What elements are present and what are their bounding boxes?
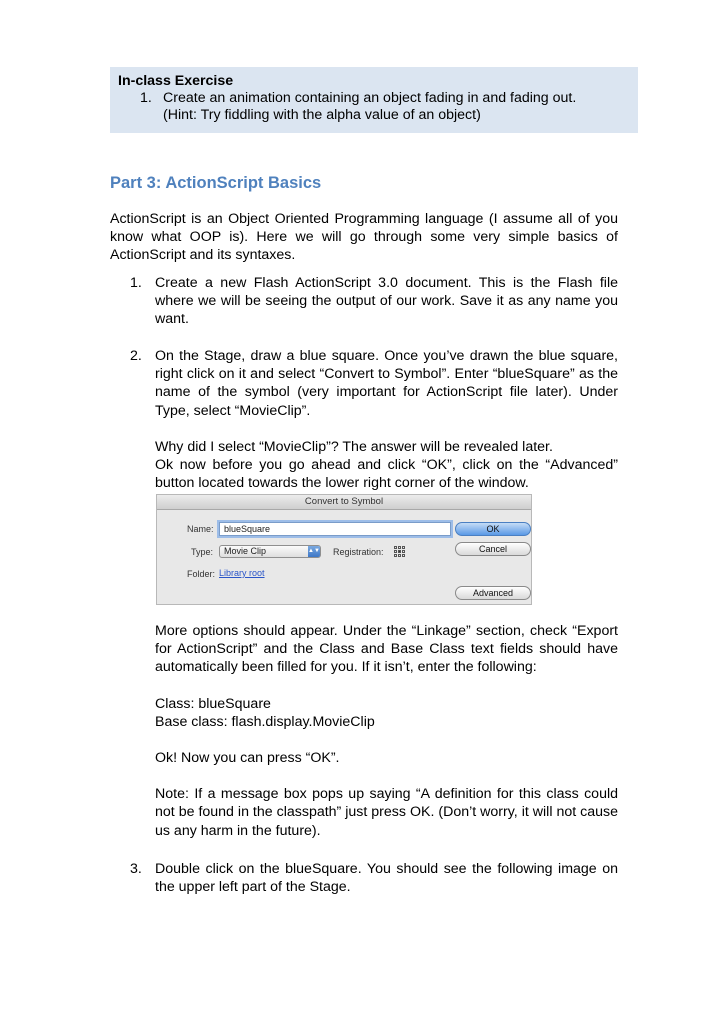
name-label: Name: bbox=[187, 524, 214, 534]
folder-label: Folder: bbox=[187, 569, 216, 579]
type-select-value: Movie Clip bbox=[224, 546, 267, 556]
registration-grid-icon[interactable] bbox=[394, 546, 406, 558]
step-number: 1. bbox=[130, 275, 142, 291]
ok-button[interactable]: OK bbox=[455, 522, 531, 536]
advanced-button[interactable]: Advanced bbox=[455, 586, 531, 600]
exercise-box bbox=[110, 67, 638, 133]
convert-to-symbol-dialog bbox=[156, 494, 532, 605]
class-line: Class: blueSquare bbox=[155, 695, 271, 712]
step-why-line: Why did I select “MovieClip”? The answer will be revealed later. bbox=[155, 438, 553, 455]
intro-paragraph: ActionScript is an Object Oriented Programming language (I assume all of you know what OOP is). Here we will go through some very simple basics of ActionScript and its syntaxes. bbox=[110, 211, 618, 264]
note-paragraph: Note: If a message box pops up saying “A definition for this class could not be found in the classpath” just press OK. (Don’t worry, it will not cause us any harm in the future). bbox=[155, 786, 618, 839]
step-3 bbox=[130, 860, 618, 896]
exercise-item-number: 1. bbox=[140, 90, 152, 106]
step-text: Create a new Flash ActionScript 3.0 document. This is the Flash file where we will be seeing the output of our work. Save it as any name you want. bbox=[155, 275, 618, 328]
type-label: Type: bbox=[191, 547, 214, 557]
type-select[interactable] bbox=[219, 545, 321, 558]
step-instruction: Ok now before you go ahead and click “OK”, click on the “Advanced” button located towards the lower right corner of the window. bbox=[155, 457, 618, 492]
after-dialog-section bbox=[155, 622, 618, 840]
step-number: 3. bbox=[130, 861, 142, 877]
cancel-button[interactable]: Cancel bbox=[455, 542, 531, 556]
library-root-link[interactable]: Library root bbox=[219, 568, 265, 578]
step-1 bbox=[130, 274, 618, 329]
dialog-title: Convert to Symbol bbox=[157, 495, 531, 510]
step-2 bbox=[130, 347, 618, 492]
registration-label: Registration: bbox=[333, 547, 384, 557]
exercise-item bbox=[118, 90, 638, 124]
step-text: On the Stage, draw a blue square. Once you’ve drawn the blue square, right click on it and select “Convert to Symbol”. Enter “blueSquare” as the name of the symbol (very important for ActionScript file later). Under Type, select “MovieClip”. bbox=[155, 348, 618, 419]
name-input[interactable]: blueSquare bbox=[219, 522, 451, 536]
exercise-item-hint: (Hint: Try fiddling with the alpha value of an object) bbox=[163, 107, 481, 123]
exercise-item-text: Create an animation containing an object fading in and fading out. bbox=[163, 90, 577, 106]
select-arrows-icon: ▲▼ bbox=[308, 546, 320, 557]
exercise-title: In-class Exercise bbox=[118, 73, 234, 89]
step-text: Double click on the blueSquare. You should see the following image on the upper left part of the Stage. bbox=[155, 861, 618, 896]
step-number: 2. bbox=[130, 348, 142, 364]
section-title: Part 3: ActionScript Basics bbox=[110, 174, 322, 192]
options-paragraph: More options should appear. Under the “Linkage” section, check “Export for ActionScript” and the Class and Base Class text fields should have automatically been filled for you. If it isn’t, enter the following: bbox=[155, 623, 618, 676]
base-class-line: Base class: flash.display.MovieClip bbox=[155, 713, 375, 730]
ok-paragraph: Ok! Now you can press “OK”. bbox=[155, 750, 340, 767]
